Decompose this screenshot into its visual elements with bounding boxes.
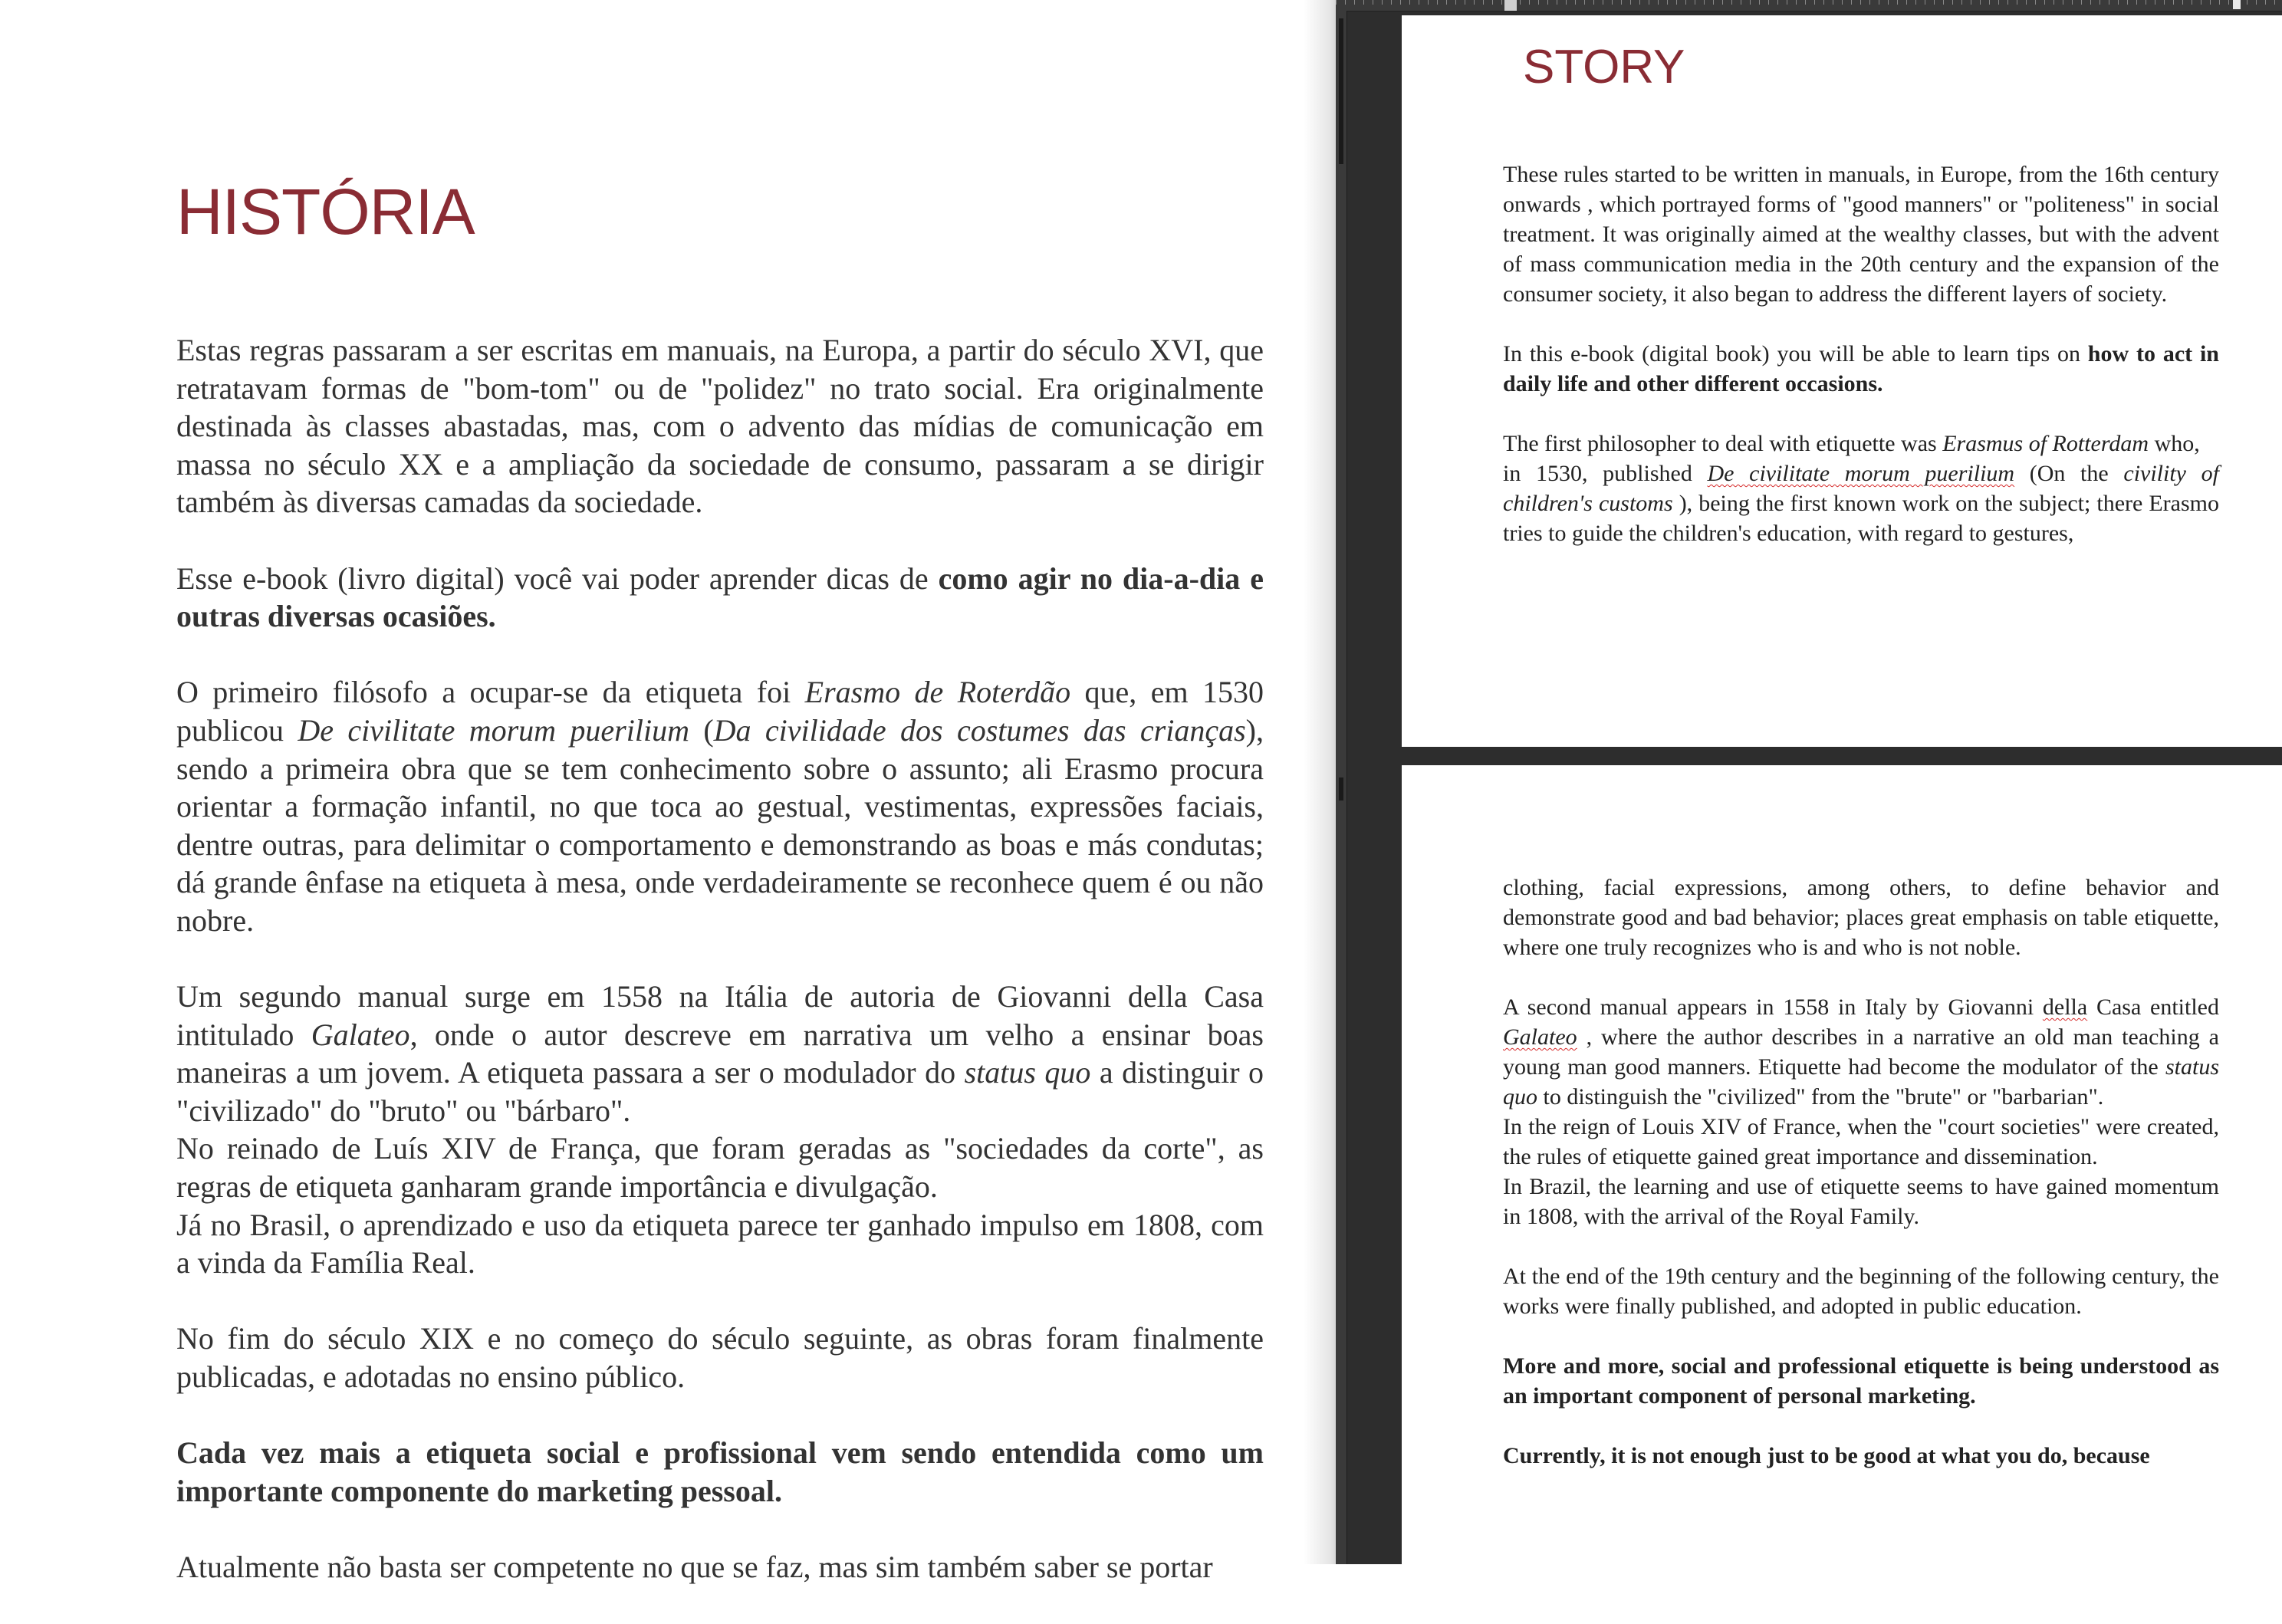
paragraph xyxy=(1503,159,2219,309)
text: , where the author describes in a narrative an old man teaching a young man good manners. Etiquette had become the modulator of the xyxy=(1503,1024,2219,1080)
paragraph xyxy=(176,1129,1264,1205)
text: ( xyxy=(689,712,714,748)
italic-text: Galateo xyxy=(311,1017,410,1052)
text: At the end of the 19th century and the beginning of the following century, the works were finally published, and adopted in public education. xyxy=(1503,1264,2219,1319)
text: Atualmente não basta ser competente no que se faz, mas sim também saber se portar xyxy=(176,1550,1213,1584)
spellcheck-italic-text[interactable]: De civilitate morum puerilium xyxy=(1707,461,2015,486)
text: ), sendo a primeira obra que se tem conhecimento sobre o assunto; ali Erasmo procura orientar a formação infantil, no que toca ao gestual, vestimentas, expressões faciais, dentre outras, para delimitar o comportamento e demonstrando as boas e más condutas; dá grande ênfase na etiqueta à mesa, onde verdadeiramente se reconhece quem é ou não nobre. xyxy=(176,712,1264,938)
text: in 1530, published xyxy=(1503,461,1708,486)
paragraph xyxy=(1503,992,2219,1112)
paragraph xyxy=(1503,429,2219,548)
paragraph xyxy=(1503,1112,2219,1172)
ruler-margin-segment xyxy=(1339,777,1343,800)
text: Casa entitled xyxy=(2087,994,2219,1020)
paragraph xyxy=(176,1548,1264,1586)
horizontal-ruler[interactable] xyxy=(1336,0,2282,12)
bold-text: como agir no dia-a-dia e outras diversas ocasiões. xyxy=(176,561,1264,634)
document-page-1[interactable] xyxy=(1402,15,2282,747)
italic-text: civility of children's customs xyxy=(1503,461,2219,516)
paragraph xyxy=(176,1320,1264,1396)
page1-body-text[interactable] xyxy=(1503,159,2219,548)
right-margin-marker[interactable] xyxy=(2233,0,2241,9)
text: No reinado de Luís XIV de França, que foram geradas as "sociedades da corte", as regras de etiqueta ganharam grande importância e divulgação. xyxy=(176,1131,1264,1205)
paragraph xyxy=(176,1434,1264,1510)
text: ), being the first known work on the subject; there Erasmo tries to guide the children's education, with regard to gestures, xyxy=(1503,491,2219,546)
text: , onde o autor descreve em narrativa um velho a ensinar boas maneiras a um jovem. A etiqueta passara a ser o modulador do xyxy=(176,1017,1264,1090)
spellcheck-text[interactable]: della xyxy=(2042,994,2088,1020)
paragraph xyxy=(1503,1261,2219,1321)
text: These rules started to be written in manuals, in Europe, from the 16th century onwards , which portrayed forms of "good manners" or "politeness" in social treatment. It was originally aimed at the wealthy classes, but with the advent of mass communication media in the 20th century and the expansion of the consumer society, it also began to address the different layers of society. xyxy=(1503,162,2219,307)
text: (On the xyxy=(2014,461,2124,486)
bold-text: Currently, it is not enough just to be good at what you do, because xyxy=(1503,1443,2150,1468)
left-body-text xyxy=(176,331,1264,1624)
bold-text: More and more, social and professional etiquette is being understood as an important component of personal marketing. xyxy=(1503,1353,2219,1409)
text: No fim do século XIX e no começo do século seguinte, as obras foram finalmente publicadas, e adotadas no ensino público. xyxy=(176,1321,1264,1395)
paragraph xyxy=(176,673,1264,939)
spellcheck-italic-text[interactable]: Galateo xyxy=(1503,1024,1577,1050)
italic-text: Erasmo de Roterdão xyxy=(804,675,1071,710)
ruler-margin-segment xyxy=(1339,18,1343,164)
paragraph xyxy=(1503,1351,2219,1411)
paragraph xyxy=(176,560,1264,636)
text: who, xyxy=(2149,431,2200,456)
editor-window xyxy=(1336,0,2282,1564)
indent-marker[interactable] xyxy=(1504,0,1517,11)
text: Esse e-book (livro digital) você vai poder aprender dicas de xyxy=(176,561,939,596)
italic-text: De civilitate morum puerilium xyxy=(298,712,689,748)
text: a distinguir o "civilizado" do "bruto" ou "bárbaro". xyxy=(176,1055,1264,1128)
document-page-2[interactable] xyxy=(1402,765,2282,1578)
text: A second manual appears in 1558 in Italy by Giovanni xyxy=(1503,994,2043,1020)
text: The first philosopher to deal with etiquette was xyxy=(1503,431,1943,456)
paragraph xyxy=(1503,1172,2219,1231)
text: Um segundo manual surge em 1558 na Itália de autoria de Giovanni della Casa intitulado xyxy=(176,979,1264,1052)
italic-text: Erasmus of Rotterdam xyxy=(1942,431,2149,456)
paragraph xyxy=(1503,1441,2219,1471)
paragraph xyxy=(1503,873,2219,962)
italic-text: Da civilidade dos costumes das crianças xyxy=(713,712,1246,748)
page-title-story: STORY xyxy=(1523,41,1685,94)
text: In Brazil, the learning and use of etiquette seems to have gained momentum in 1808, with the arrival of the Royal Family. xyxy=(1503,1174,2219,1229)
page2-body-text[interactable] xyxy=(1503,873,2219,1501)
paragraph xyxy=(1503,339,2219,399)
italic-text: status quo xyxy=(1503,1054,2219,1110)
bold-text: Cada vez mais a etiqueta social e profissional vem sendo entendida como um importante componente do marketing pessoal. xyxy=(176,1435,1264,1508)
text: In this e-book (digital book) you will be able to learn tips on xyxy=(1503,341,2088,367)
italic-text: status quo xyxy=(964,1055,1091,1090)
bold-text: how to act in daily life and other different occasions. xyxy=(1503,341,2219,396)
paragraph xyxy=(176,1206,1264,1282)
text: clothing, facial expressions, among others, to define behavior and demonstrate good and bad behavior; places great emphasis on table etiquette, where one truly recognizes who is and who is not noble. xyxy=(1503,875,2219,960)
vertical-ruler[interactable] xyxy=(1336,11,1347,1564)
text: to distinguish the "civilized" from the "brute" or "barbarian". xyxy=(1537,1084,2104,1110)
text: Estas regras passaram a ser escritas em manuais, na Europa, a partir do século XVI, que retratavam formas de "bom-tom" ou de "polidez" no trato social. Era originalmente destinada às classes abastadas, mas, com o advento das mídias de comunicação em massa no século XX e a ampliação da sociedade de consumo, passaram a se dirigir também às diversas camadas da sociedade. xyxy=(176,333,1264,520)
text: In the reign of Louis XIV of France, when the "court societies" were created, the rules of etiquette gained great importance and dissemination. xyxy=(1503,1114,2219,1169)
page-title-historia: HISTÓRIA xyxy=(176,176,475,248)
paragraph xyxy=(176,331,1264,521)
text: O primeiro filósofo a ocupar-se da etiqueta foi xyxy=(176,675,805,710)
paragraph xyxy=(176,978,1264,1129)
text: que, em 1530 publicou xyxy=(176,675,1264,748)
text: Já no Brasil, o aprendizado e uso da etiqueta parece ter ganhado impulso em 1808, com a vinda da Família Real. xyxy=(176,1207,1264,1280)
